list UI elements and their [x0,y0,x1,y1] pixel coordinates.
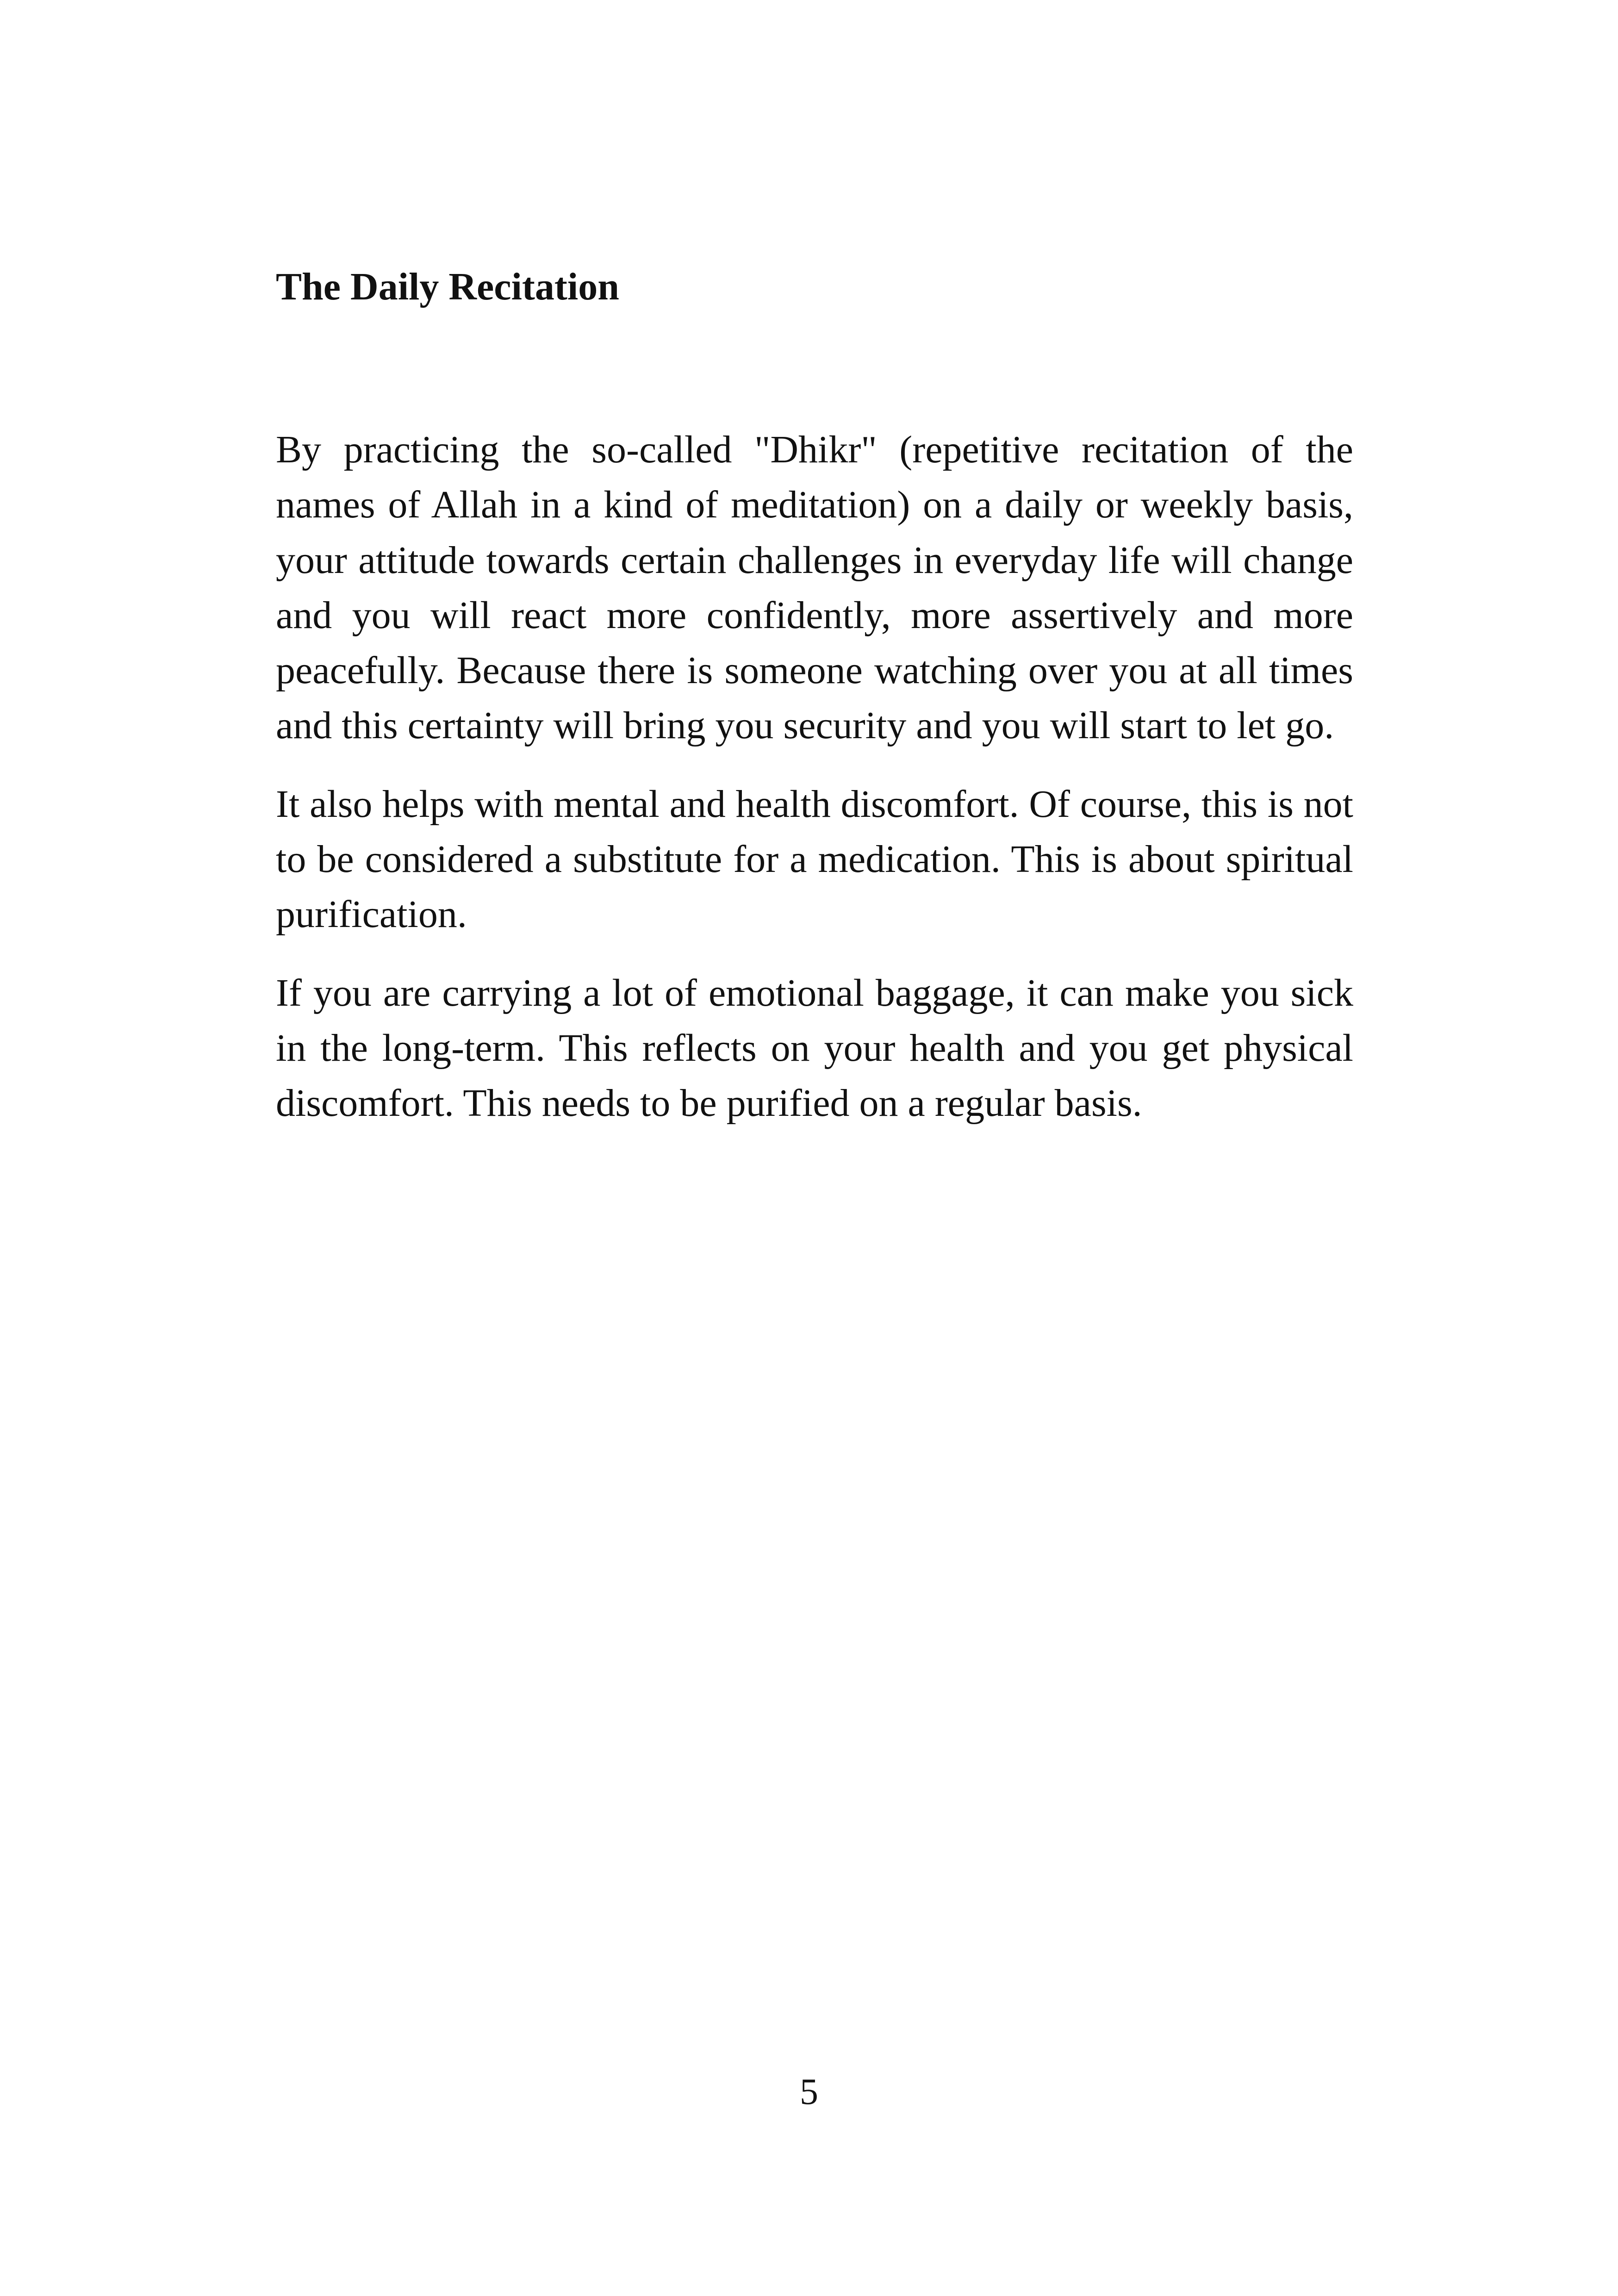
page-number: 5 [800,2072,818,2112]
paragraph-emotional-baggage: If you are carrying a lot of emotional baggage, it can make you sick in the long-term. This reflects on your health and you get physical discomfort. This needs to be purified on a regular basis. [276,971,1353,1125]
text-block [276,264,1353,1154]
paragraph-health-discomfort: It also helps with mental and health discomfort. Of course, this is not to be considered a substitute for a medication. This is about spiritual purification. [276,782,1353,936]
paragraph-dhikr-practice: By practicing the so-called "Dhikr" (repetitive recitation of the names of Allah in a kind of meditation) on a daily or weekly basis, your attitude towards certain challenges in everyday life will change and you will react more confidently, more assertively and more peacefully. Because there is someone watching over you at all times and this certainty will bring you security and you will start to let go. [276,428,1353,747]
section-heading: The Daily Recitation [276,265,619,308]
